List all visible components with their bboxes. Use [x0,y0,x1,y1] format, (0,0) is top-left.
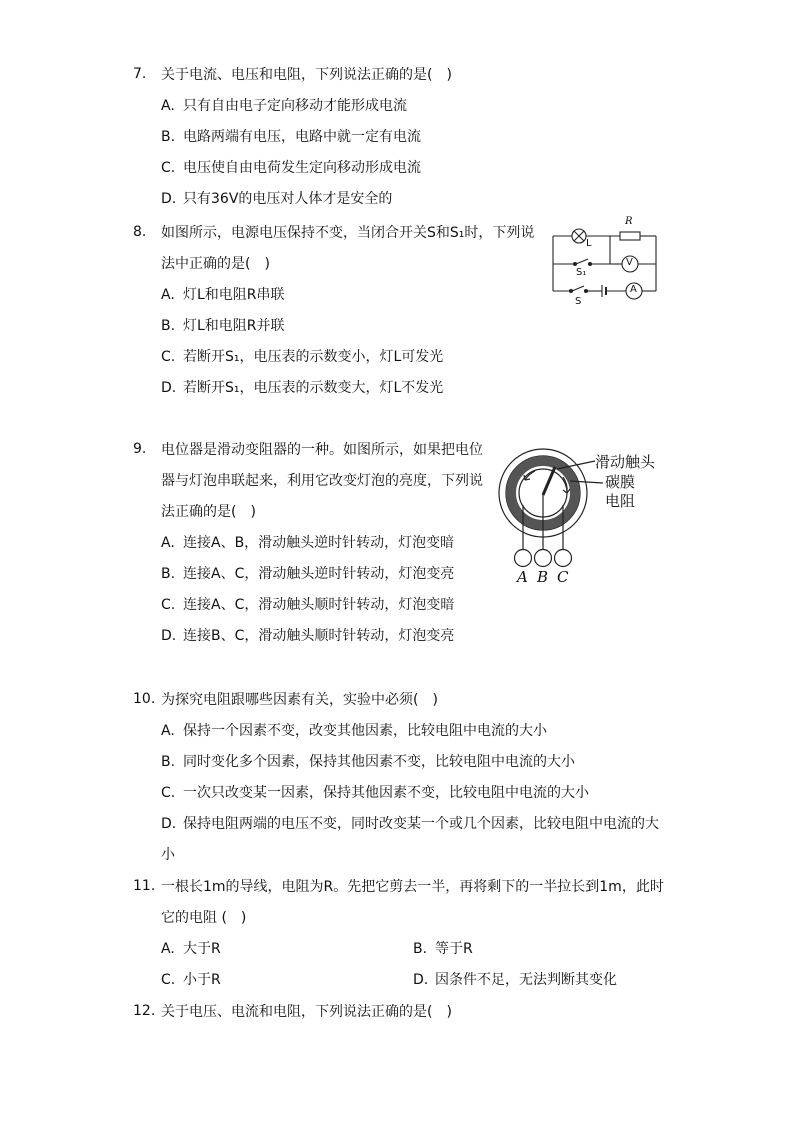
terminal-a-label: A [517,568,528,586]
ammeter-label: A [630,284,637,295]
option-d[interactable]: D. 因条件不足，无法判断其变化 [413,972,617,988]
option-d[interactable]: D. 若断开S₁，电压表的示数变大，灯L不发光 [161,380,444,396]
option-c[interactable]: C. 小于R [161,972,221,988]
question-stem-line-1: 一根长1m的导线，电阻为R。先把它剪去一半，再将剩下的一半拉长到1m，此时 [161,879,664,895]
resistor-icon [620,232,640,240]
film-label-1: 碳膜 [605,473,636,491]
question-number: 12. [133,1003,156,1019]
film-label-2: 电阻 [605,492,636,510]
circuit-svg [548,224,663,314]
question-stem: 关于电流、电压和电阻，下列说法正确的是( ) [161,67,452,83]
potentiometer-diagram [495,445,695,590]
option-b[interactable]: B. 电路两端有电压，电路中就一定有电流 [161,129,421,145]
option-d[interactable]: D. 连接B、C，滑动触头顺时针转动，灯泡变亮 [161,628,455,644]
option-c[interactable]: C. 若断开S₁，电压表的示数变小，灯L可发光 [161,349,444,365]
question-stem-line-2: 器与灯泡串联起来，利用它改变灯泡的亮度，下列说 [161,473,483,489]
voltmeter-label: V [626,257,633,268]
question-stem: 为探究电阻跟哪些因素有关，实验中必须( ) [161,692,438,708]
option-a[interactable]: A. 灯L和电阻R串联 [161,287,285,303]
option-d[interactable]: D. 只有36V的电压对人体才是安全的 [161,191,393,207]
terminal-b-label: B [537,568,549,586]
option-a[interactable]: A. 保持一个因素不变，改变其他因素，比较电阻中电流的大小 [161,723,547,739]
question-stem-line-2: 法中正确的是( ) [161,256,270,272]
lamp-label: L [586,238,592,249]
resistor-label: R [625,216,633,227]
slider-label: 滑动触头 [595,453,656,471]
option-d[interactable]: D. 保持电阻两端的电压不变，同时改变某一个或几个因素，比较电阻中电流的大 [161,816,659,832]
option-c[interactable]: C. 一次只改变某一因素，保持其他因素不变，比较电阻中电流的大小 [161,785,589,801]
option-b[interactable]: B. 等于R [413,941,473,957]
question-number: 8. [133,224,147,240]
question-number: 7. [133,66,147,82]
terminal-c-label: C [557,568,569,586]
question-number: 9. [133,441,147,457]
option-b[interactable]: B. 同时变化多个因素，保持其他因素不变，比较电阻中电流的大小 [161,754,575,770]
option-b[interactable]: B. 灯L和电阻R并联 [161,318,285,334]
option-a[interactable]: A. 大于R [161,941,221,957]
option-c[interactable]: C. 电压使自由电荷发生定向移动形成电流 [161,160,421,176]
switch1-label: S₁ [576,267,587,278]
option-a[interactable]: A. 连接A、B，滑动触头逆时针转动，灯泡变暗 [161,535,455,551]
question-stem: 关于电压、电流和电阻，下列说法正确的是( ) [161,1004,452,1020]
switch-label: S [575,296,582,307]
option-a[interactable]: A. 只有自由电子定向移动才能形成电流 [161,98,407,114]
circuit-diagram [548,216,663,314]
question-number: 11. [133,878,156,894]
option-d-continued: 小 [161,847,175,863]
question-stem-line-3: 法正确的是( ) [161,504,256,520]
question-stem-line-1: 如图所示，电源电压保持不变，当闭合开关S和S₁时，下列说 [161,225,535,241]
question-stem-line-2: 它的电阻 ( ) [161,910,247,926]
option-c[interactable]: C. 连接A、C，滑动触头顺时针转动，灯泡变暗 [161,597,455,613]
question-stem-line-1: 电位器是滑动变阻器的一种。如图所示，如果把电位 [161,442,483,458]
option-b[interactable]: B. 连接A、C，滑动触头逆时针转动，灯泡变亮 [161,566,455,582]
question-number: 10. [133,691,156,707]
